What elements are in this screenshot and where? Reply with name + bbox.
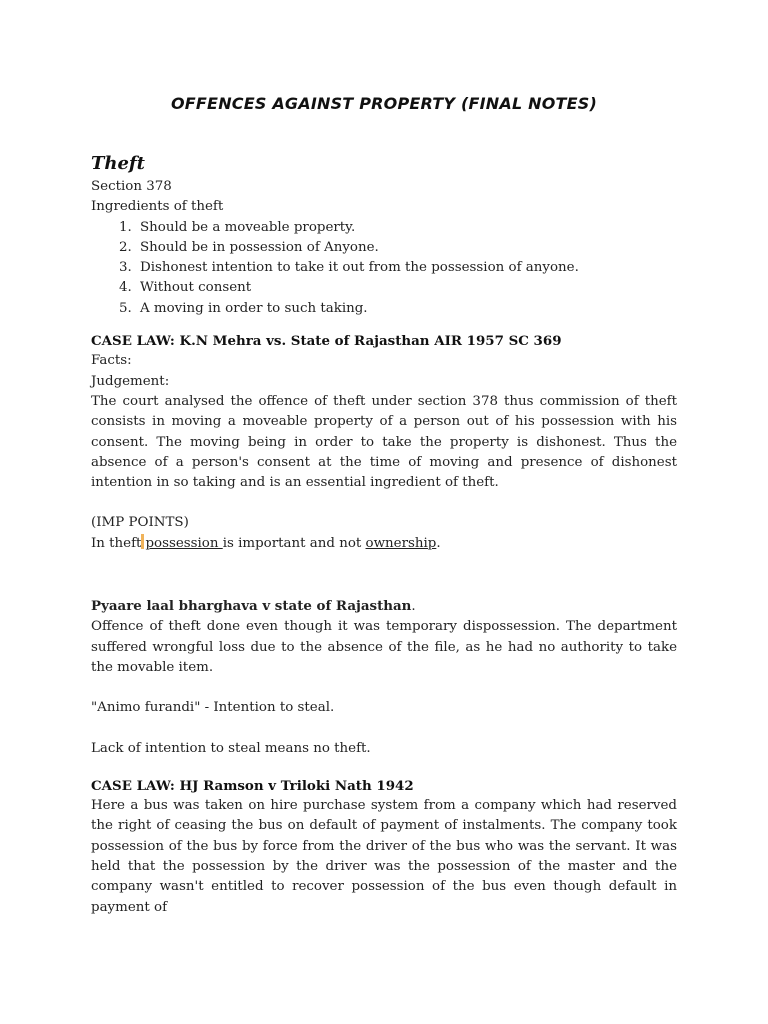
list-item: 3. Dishonest intention to take it out from the possession of anyone. (136, 258, 677, 278)
ingredients-list (91, 218, 677, 319)
document-title: OFFENCES AGAINST PROPERTY (FINAL NOTES) (171, 94, 597, 113)
list-item: 1. Should be a moveable property. (136, 218, 677, 238)
lack-of-intention-line: Lack of intention to steal means no theft. (91, 740, 371, 756)
animo-furandi-line: "Animo furandi" - Intention to steal. (91, 700, 335, 716)
list-item: 4. Without consent (136, 278, 677, 298)
imp-points-label: (IMP POINTS) (91, 515, 189, 531)
pyaare-laal-paragraph: Offence of theft done even though it was temporary dispossession. The department suffered wrongful loss due to the absence of the file, as he had no authority to take the movable item. (91, 619, 677, 675)
imp-points-text: In theft possession is important and not ownership. (91, 535, 441, 551)
judgement-label: Judgement: (91, 373, 170, 389)
document-body (91, 151, 677, 918)
section-reference: Section 378 (91, 179, 172, 194)
possession-word: possession (145, 535, 223, 551)
text-cursor (141, 534, 144, 549)
ingredients-label: Ingredients of theft (91, 199, 224, 215)
facts-label: Facts: (91, 353, 132, 369)
list-item: 2. Should be in possession of Anyone. (136, 238, 677, 258)
ownership-word: ownership (365, 535, 437, 551)
case-law-heading-mehra: CASE LAW: K.N Mehra vs. State of Rajasthan AIR 1957 SC 369 (91, 333, 562, 350)
case-law-heading-ramson: CASE LAW: HJ Ramson v Triloki Nath 1942 (91, 777, 414, 794)
judgement-paragraph: The court analysed the offence of theft under section 378 thus commission of theft consists in moving a moveable property of a person out of his possession with his consent. The moving being in order to take the property is dishonest. Thus the absence of a person's consent at the time of moving and presence of dishonest intention in so taking and is an essential ingredient of theft. (91, 393, 677, 491)
theft-heading: Theft (91, 153, 145, 174)
case-heading-pyaare-laal: Pyaare laal bharghava v state of Rajasthan. (91, 598, 416, 615)
list-item: 5. A moving in order to such taking. (136, 299, 677, 319)
ramson-paragraph: Here a bus was taken on hire purchase system from a company which had reserved the right of ceasing the bus on default of payment of instalments. The company took possession of the bus by force from the driver of the bus who was the servant. It was held that the possession by the driver was the possession of the master and the company wasn't entitled to recover possession of the bus even though default in payment of (91, 798, 677, 915)
